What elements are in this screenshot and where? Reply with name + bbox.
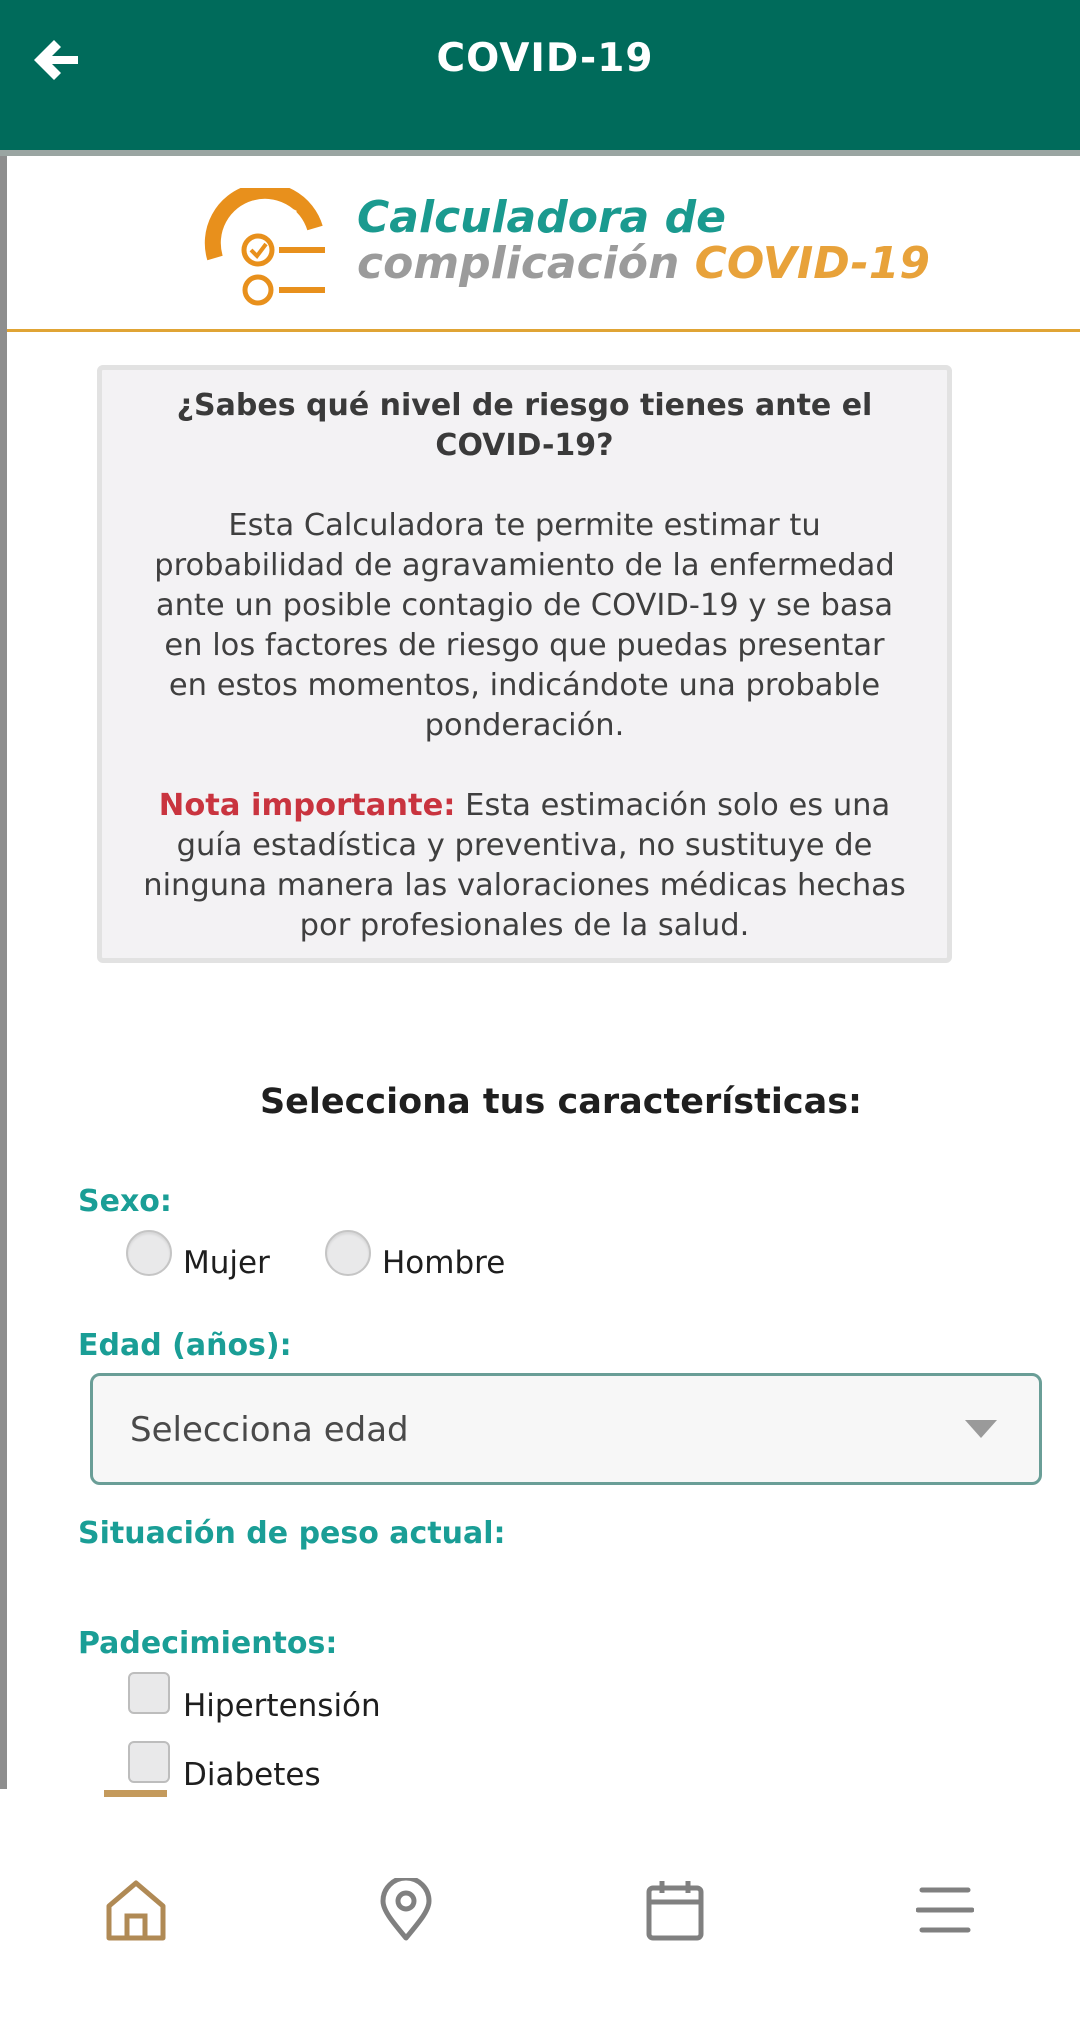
important-note <box>142 786 907 946</box>
header-divider <box>7 329 1080 332</box>
location-pin-icon <box>379 1878 433 1942</box>
info-card <box>97 365 952 963</box>
info-title: ¿Sabes qué nivel de riesgo tienes ante el COVID-19? <box>176 388 873 463</box>
info-description: Esta Calculadora te permite estimar tu probabilidad de agravamiento de la enfermedad ante un posible contagio de COVID-19 y se basa en los factores de riesgo que puedas presentar en estos momentos, indicándote una probable ponderación. <box>154 508 895 743</box>
checkbox-hipertension[interactable] <box>128 1672 170 1714</box>
note-label: Nota importante: <box>158 788 456 823</box>
age-select-placeholder: Selecciona edad <box>130 1410 409 1450</box>
checkbox-hipertension-label: Hipertensión <box>183 1688 381 1724</box>
app-bar <box>0 0 1080 156</box>
padecimientos-label: Padecimientos: <box>78 1626 338 1661</box>
calendar-icon <box>645 1878 705 1942</box>
logo-title-line2 <box>357 238 930 289</box>
logo-title-orange: COVID-19 <box>694 238 931 289</box>
logo-title-line1: Calculadora de <box>357 192 727 243</box>
bottom-navigation <box>0 1812 1080 2019</box>
logo-title-gray: complicación <box>357 238 680 289</box>
menu-icon <box>916 1884 974 1936</box>
checkbox-diabetes-label: Diabetes <box>183 1757 321 1793</box>
chevron-down-icon <box>965 1420 997 1438</box>
edad-label: Edad (años): <box>78 1328 292 1363</box>
sexo-label: Sexo: <box>78 1184 172 1219</box>
radio-hombre[interactable] <box>325 1230 371 1276</box>
nav-calendar[interactable] <box>635 1870 715 1950</box>
scroll-edge <box>0 156 7 1789</box>
form-section-title: Selecciona tus características: <box>259 1082 863 1122</box>
age-select[interactable] <box>90 1373 1042 1485</box>
home-icon <box>105 1878 167 1942</box>
peso-label: Situación de peso actual: <box>78 1516 506 1551</box>
calculator-logo <box>7 162 1080 332</box>
page-title: COVID-19 <box>436 36 654 81</box>
radio-mujer[interactable] <box>126 1230 172 1276</box>
nav-home[interactable] <box>96 1870 176 1950</box>
checkbox-diabetes[interactable] <box>128 1741 170 1783</box>
nav-location[interactable] <box>366 1870 446 1950</box>
radio-mujer-label: Mujer <box>183 1245 270 1281</box>
note-text: Esta estimación solo es una guía estadística y preventiva, no sustituye de ninguna manera las valoraciones médicas hechas por profesionales de la salud. <box>143 788 906 943</box>
nav-menu[interactable] <box>905 1870 985 1950</box>
radio-hombre-label: Hombre <box>382 1245 506 1281</box>
scroll-indicator <box>104 1790 167 1797</box>
gauge-checklist-icon <box>195 188 335 313</box>
